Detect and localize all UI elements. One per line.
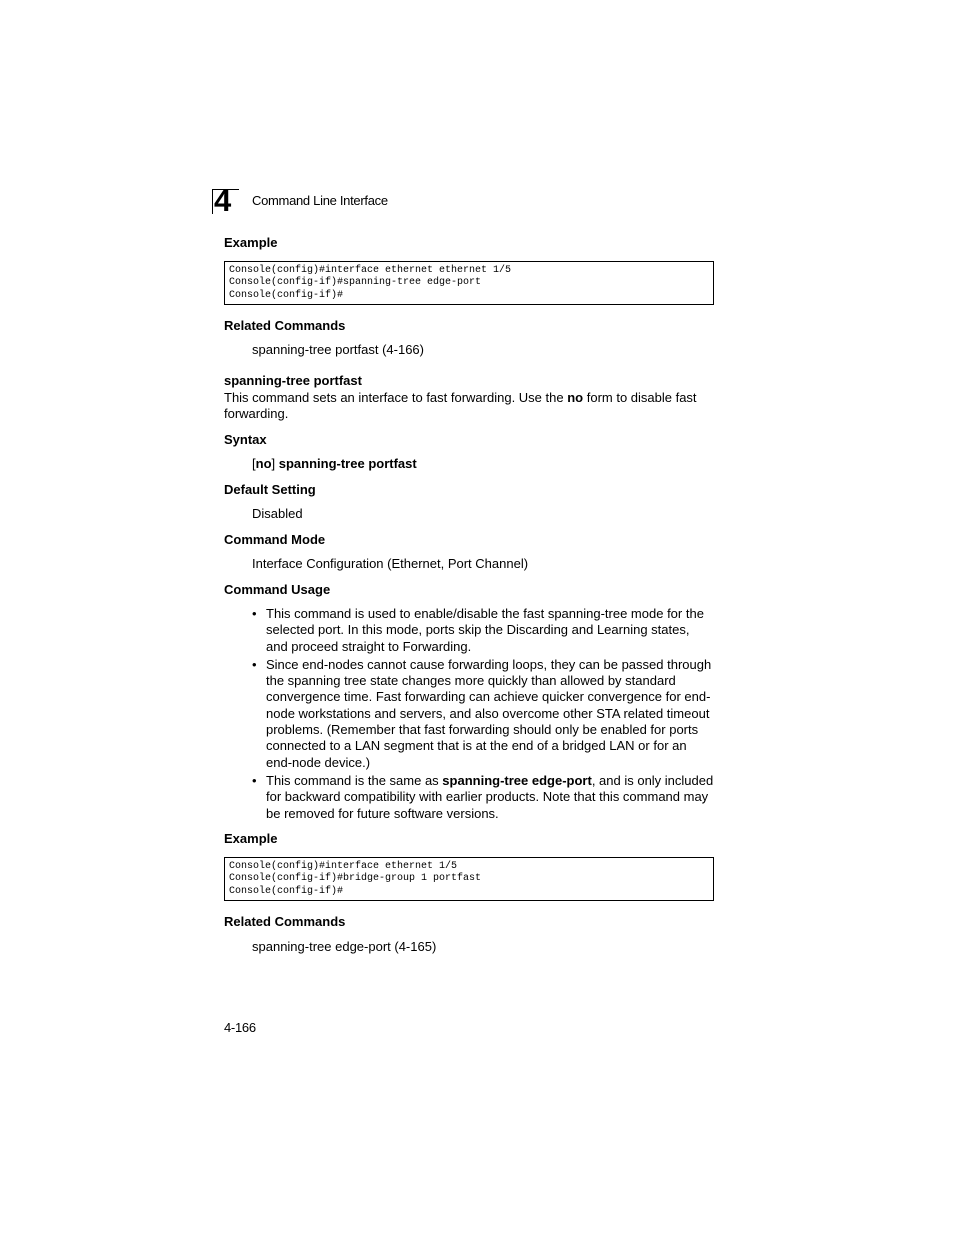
code-line: Console(config)#interface ethernet ethernet 1/5 <box>229 265 512 276</box>
bullet-text-part: This command is the same as <box>266 772 443 788</box>
list-item <box>252 657 714 771</box>
example-code-block <box>224 261 714 305</box>
syntax-bracket: ] <box>271 456 279 471</box>
example-heading: Example <box>224 235 278 250</box>
syntax-heading: Syntax <box>224 432 267 447</box>
default-setting-heading: Default Setting <box>224 482 316 497</box>
list-item <box>252 773 714 822</box>
desc-text: form to disable fast forwarding. <box>224 390 697 421</box>
command-mode-text: Interface Configuration (Ethernet, Port Channel) <box>252 556 529 571</box>
syntax-no: no <box>255 456 272 471</box>
syntax-line <box>252 456 417 472</box>
related-command-text: spanning-tree edge-port (4-165) <box>252 939 437 954</box>
bullet-dot: • <box>252 656 257 672</box>
bullet-text: Since end-nodes cannot cause forwarding loops, they can be passed through the spanning tree state changes more quickly than allowed by standard convergence time. Fast forwarding can achieve quicker convergence for end-node workstations and servers, and also overcome other STA related timeout problems. (Remember that fast forwarding should only be enabled for ports connected to a LAN segment that is at the end of a bridged LAN or for an end-node device.) <box>266 656 712 770</box>
related-command-text: spanning-tree portfast (4-166) <box>252 342 424 357</box>
command-usage-heading: Command Usage <box>224 582 331 597</box>
bullet-text: This command is used to enable/disable the fast spanning-tree mode for the selected port. In this mode, ports skip the Discarding and Learning states, and proceed straight to Forwarding. <box>266 606 704 654</box>
page-number: 4-166 <box>224 1020 256 1035</box>
related-commands-heading: Related Commands <box>224 318 346 333</box>
bullet-dot: • <box>252 606 257 621</box>
example-heading: Example <box>224 831 278 846</box>
code-line: Console(config-if)#spanning-tree edge-port <box>229 277 482 289</box>
code-line: Console(config)#interface ethernet 1/5 <box>229 861 458 872</box>
desc-bold-no: no <box>567 390 584 405</box>
bullet-dot: • <box>252 772 257 788</box>
related-commands-heading: Related Commands <box>224 914 346 929</box>
command-mode-heading: Command Mode <box>224 532 326 547</box>
desc-text: This command sets an interface to fast forwarding. Use the <box>224 390 568 405</box>
command-description <box>224 390 716 422</box>
command-title: spanning-tree portfast <box>224 373 362 388</box>
code-line: Console(config-if)# <box>229 289 344 301</box>
chapter-title: Command Line Interface <box>252 193 388 208</box>
code-line: Console(config-if)# <box>229 885 344 897</box>
command-usage-list <box>252 606 714 824</box>
bullet-bold-command: spanning-tree edge-port <box>442 772 592 788</box>
syntax-command: spanning-tree portfast <box>278 456 417 471</box>
code-line: Console(config-if)#bridge-group 1 portfast <box>229 873 482 885</box>
example-code-block <box>224 857 714 901</box>
syntax-bracket: [ <box>252 456 256 471</box>
chapter-number: 4 <box>214 183 232 218</box>
bullet-text <box>266 773 713 821</box>
bullet-text-part: , and is only included for backward compatibility with earlier products. Note that this command may be removed for future software versions. <box>266 772 714 821</box>
list-item <box>252 606 714 655</box>
default-setting-text: Disabled <box>252 506 303 521</box>
